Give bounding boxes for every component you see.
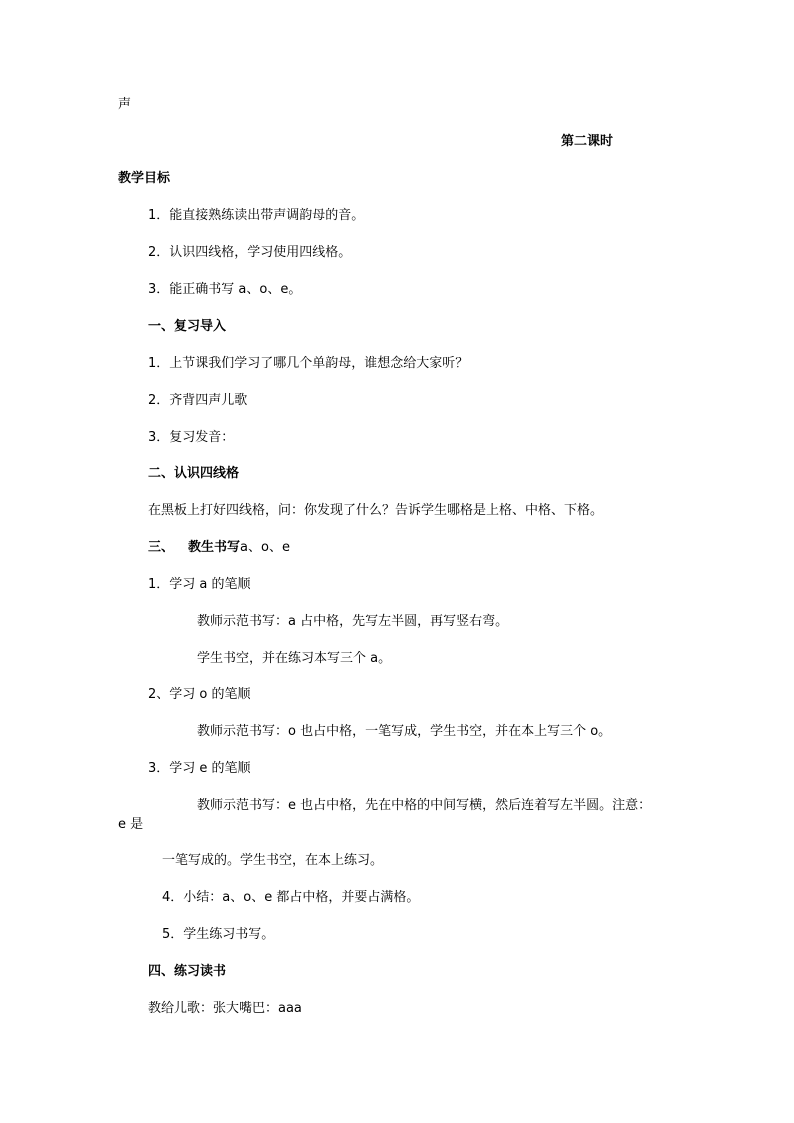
section-heading-review: 一、复习导入 xyxy=(148,319,227,334)
review-item: 1．上节课我们学习了哪几个单韵母，谁想念给大家听？ xyxy=(148,356,469,371)
goal-item: 2．认识四线格，学习使用四线格。 xyxy=(148,245,352,260)
section-heading-text: 教生书写 xyxy=(188,540,241,555)
step-e: 3．学习 e 的笔顺 xyxy=(148,761,251,776)
section-heading-writing xyxy=(148,541,290,554)
goal-item: 3．能正确书写 a、o、e。 xyxy=(148,282,302,297)
step-o: 2、学习 o 的笔顺 xyxy=(148,687,251,702)
lesson-title: 第二课时 xyxy=(561,134,614,149)
step-o-demo: 教师示范书写：o 也占中格，一笔写成，学生书空，并在本上写三个 o。 xyxy=(197,724,612,739)
review-item: 3．复习发音： xyxy=(148,430,235,445)
goals-heading: 教学目标 xyxy=(118,171,171,186)
section-heading-number: 三、 xyxy=(148,540,175,555)
summary-item: 4．小结：a、o、e 都占中格，并要占满格。 xyxy=(162,890,420,905)
section-heading-letters: a、o、e xyxy=(240,540,290,555)
four-lines-body: 在黑板上打好四线格，问：你发现了什么？告诉学生哪格是上格、中格、下格。 xyxy=(148,503,604,518)
reading-body: 教给儿歌：张大嘴巴：aaa xyxy=(148,1001,302,1016)
step-e-wrap: e 是 xyxy=(118,817,144,832)
review-item: 2．齐背四声儿歌 xyxy=(148,393,248,408)
section-heading-reading: 四、练习读书 xyxy=(148,964,227,979)
step-a-demo: 教师示范书写：a 占中格，先写左半圆，再写竖右弯。 xyxy=(197,614,509,629)
step-a: 1．学习 a 的笔顺 xyxy=(148,577,251,592)
top-fragment: 声 xyxy=(118,97,132,112)
step-e-demo: 教师示范书写：e 也占中格，先在中格的中间写横，然后连着写左半圆。注意： xyxy=(197,798,652,813)
step-e-cont: 一笔写成的。学生书空，在本上练习。 xyxy=(162,853,384,868)
section-heading-four-lines: 二、认识四线格 xyxy=(148,466,240,481)
step-a-practice: 学生书空，并在练习本写三个 a。 xyxy=(197,651,392,666)
goal-item: 1．能直接熟练读出带声调韵母的音。 xyxy=(148,208,365,223)
practice-item: 5．学生练习书写。 xyxy=(162,927,275,942)
